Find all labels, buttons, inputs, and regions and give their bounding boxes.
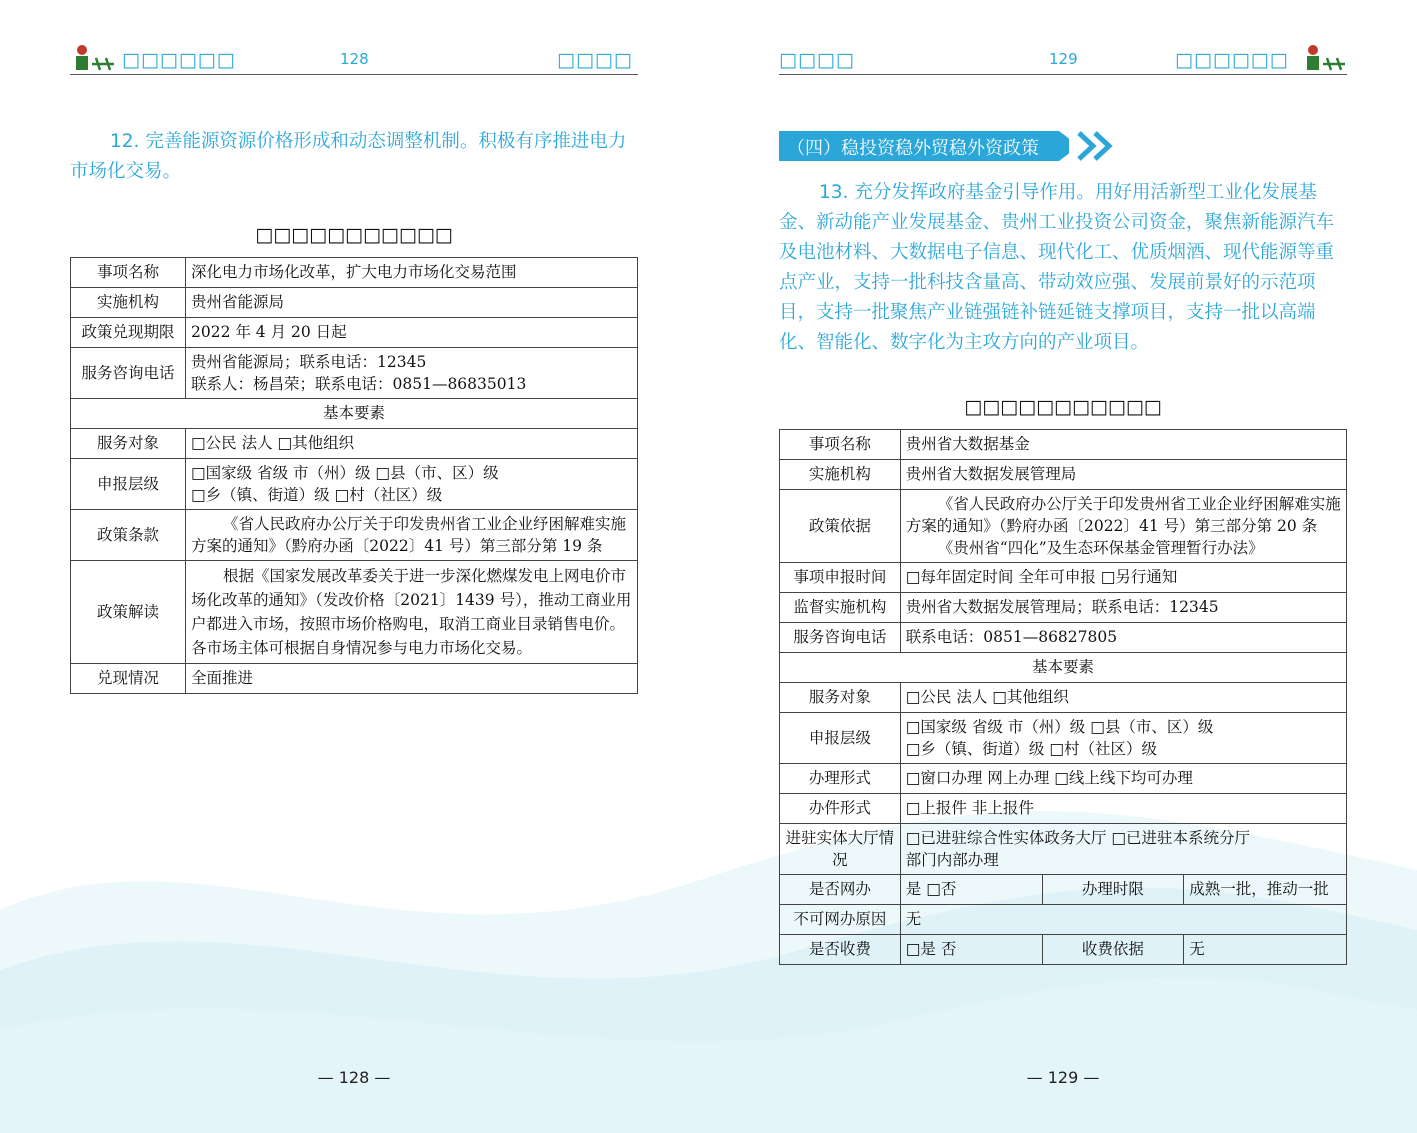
table-row: 是否网办 是 □否 办理时限 成熟一批，推动一批: [780, 875, 1347, 905]
section-banner: （四）稳投资稳外贸稳外资政策: [779, 131, 1079, 161]
table-title: □□□□□□□□□□□: [255, 224, 453, 246]
table-row: 基本要素: [71, 399, 638, 429]
table-row: 事项名称 深化电力市场化改革，扩大电力市场化交易范围: [71, 258, 638, 288]
page-footer-number: — 129 —: [1026, 1068, 1100, 1087]
table-row: 兑现情况 全面推进: [71, 664, 638, 694]
policy-table: [779, 429, 1347, 965]
policy-paragraph: 13. 充分发挥政府基金引导作用。用好用活新型工业化发展基金、新动能产业发展基金、贵州工业投资公司资金，聚焦新能源汽车及电池材料、大数据电子信息、现代化工、优质烟酒、现代能源等重点产业，支持一批科技含量高、带动效应强、发展前景好的示范项目，支持一批聚焦产业链强链补链延链支撑项目，支持一批以高端化、智能化、数字化为主攻方向的产业项目。: [779, 182, 1335, 353]
header-section: □□□□: [557, 49, 633, 71]
table-row: 实施机构 贵州省大数据发展管理局: [780, 460, 1347, 490]
table-row: 服务对象 □公民 法人 □其他组织: [780, 683, 1347, 713]
table-row: 政策兑现期限 2022 年 4 月 20 日起: [71, 318, 638, 348]
table-row: 服务咨询电话 联系电话：0851—86827805: [780, 623, 1347, 653]
policy-table: [70, 257, 638, 694]
table-row: 监督实施机构 贵州省大数据发展管理局；联系电话：12345: [780, 593, 1347, 623]
header-section: □□□□: [779, 49, 855, 71]
right-page: [779, 0, 1347, 1133]
table-row: 服务咨询电话 贵州省能源局；联系电话：12345 联系人：杨昌荣；联系电话：0851—86835013: [71, 348, 638, 399]
page-header: [70, 44, 638, 75]
policy-paragraph: 12. 完善能源资源价格形成和动态调整机制。积极有序推进电力市场化交易。: [70, 131, 627, 182]
table-row: 服务对象 □公民 法人 □其他组织: [71, 429, 638, 459]
table-row: 政策解读 根据《国家发展改革委关于进一步深化燃煤发电上网电价市场化改革的通知》（发改价格〔2021〕1439 号），推动工商业用户都进入市场，按照市场价格购电，取消工商业目录销售电价。各市场主体可根据自身情况参与电力市场化交易。: [71, 561, 638, 664]
table-row: 事项申报时间 □每年固定时间 全年可申报 □另行通知: [780, 563, 1347, 593]
table-row: 政策依据 《省人民政府办公厅关于印发贵州省工业企业纾困解难实施方案的通知》（黔府办函〔2022〕41 号）第三部分第 20 条 《贵州省“四化”及生态环保基金管理暂行办法》: [780, 490, 1347, 563]
header-title: □□□□□□: [1175, 49, 1289, 71]
table-row: 事项名称 贵州省大数据基金: [780, 430, 1347, 460]
emblem-logo-icon: [1301, 42, 1347, 72]
table-row: 办件形式 □上报件 非上报件: [780, 794, 1347, 824]
left-page: [70, 0, 638, 1133]
header-page-number: 128: [340, 50, 369, 68]
table-row: 申报层级 □国家级 省级 市（州）级 □县（市、区）级 □乡（镇、街道）级 □村（社区）级: [71, 459, 638, 510]
table-row: 基本要素: [780, 653, 1347, 683]
table-row: 不可网办原因 无: [780, 905, 1347, 935]
page-header: [779, 44, 1347, 75]
page-footer-number: — 128 —: [317, 1068, 391, 1087]
chevron-arrows-icon: [1077, 131, 1119, 161]
table-row: 申报层级 □国家级 省级 市（州）级 □县（市、区）级 □乡（镇、街道）级 □村（社区）级: [780, 713, 1347, 764]
table-row: 是否收费 □是 否 收费依据 无: [780, 935, 1347, 965]
table-row: 实施机构 贵州省能源局: [71, 288, 638, 318]
table-row: 政策条款 《省人民政府办公厅关于印发贵州省工业企业纾困解难实施方案的通知》（黔府办函〔2022〕41 号）第三部分第 19 条: [71, 510, 638, 561]
header-page-number: 129: [1049, 50, 1078, 68]
emblem-logo-icon: [70, 42, 116, 72]
table-row: 办理形式 □窗口办理 网上办理 □线上线下均可办理: [780, 764, 1347, 794]
header-title: □□□□□□: [122, 49, 236, 71]
table-row: 进驻实体大厅情况 □已进驻综合性实体政务大厅 □已进驻本系统分厅 部门内部办理: [780, 824, 1347, 875]
table-title: □□□□□□□□□□□: [964, 396, 1162, 418]
